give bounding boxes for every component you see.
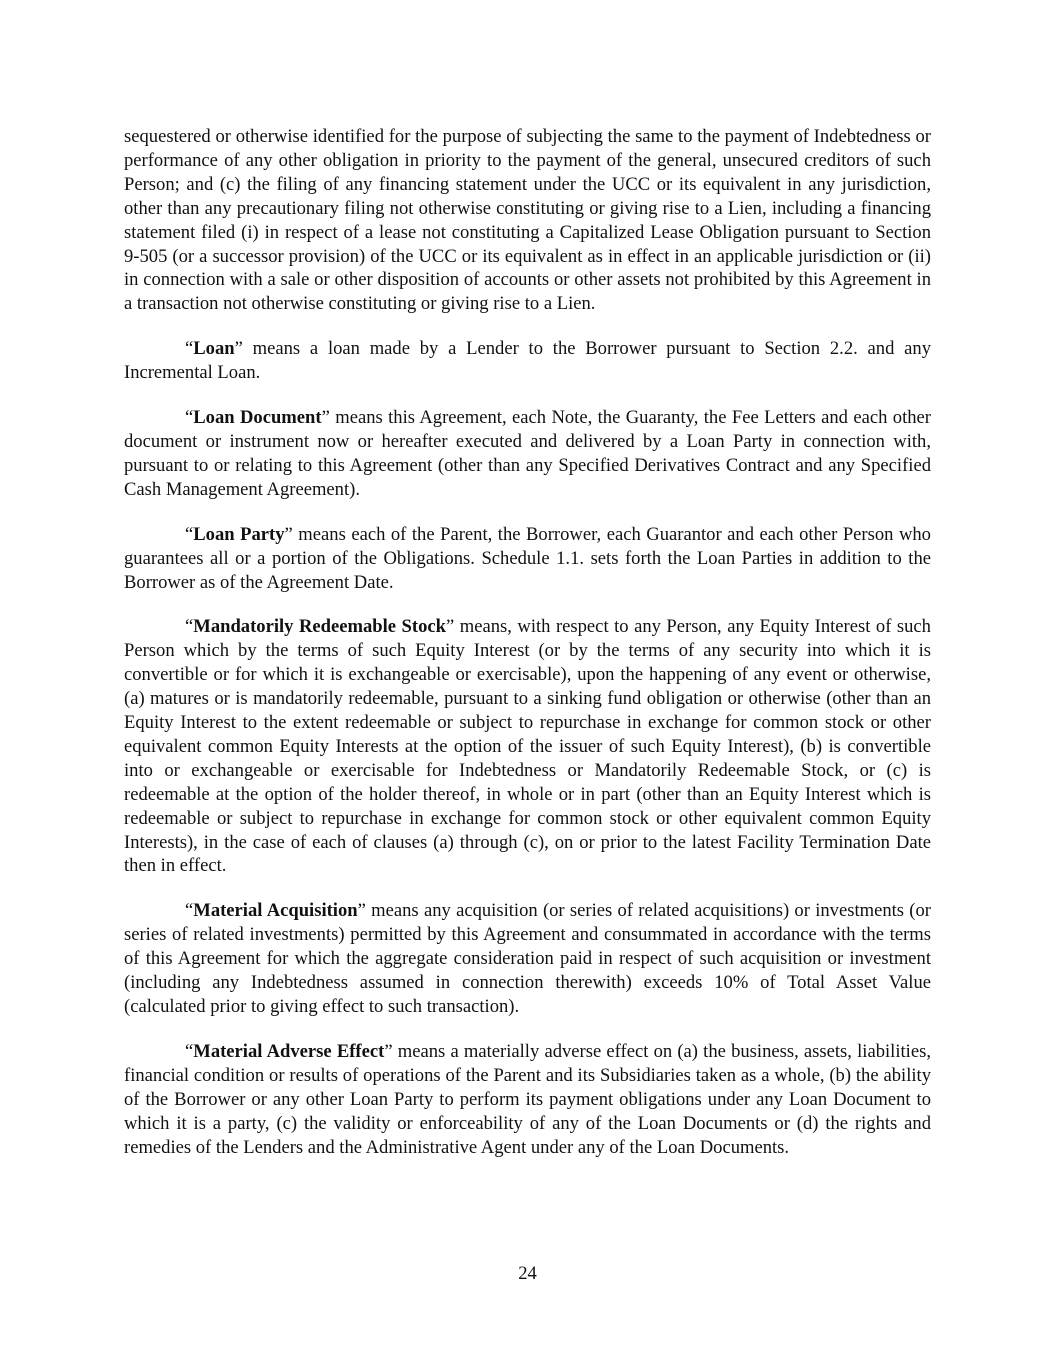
defined-term: Loan Party — [193, 523, 285, 545]
definition-loan-document — [124, 406, 931, 502]
defined-term: Mandatorily Redeemable Stock — [193, 616, 446, 638]
definition-material-adverse-effect — [124, 1040, 931, 1160]
open-quote: “ — [185, 523, 194, 545]
open-quote: “ — [185, 900, 194, 922]
document-body — [124, 125, 931, 1180]
close-quote: ” — [321, 407, 330, 429]
definition-text: means a materially adverse effect on (a) the business, assets, liabilities, financial condition or results of operations of the Parent and its Subsidiaries taken as a whole, (b) the ability of the Borrower or any other Loan Party to perform its payment obligations under any Loan Document to which it is a party, (c) the validity or enforceability of any of the Loan Documents or (d) the rights and remedies of the Lenders and the Administrative Agent under any of the Loan Documents. — [124, 1040, 931, 1158]
definition-mandatorily-redeemable-stock — [124, 615, 931, 878]
page-number: 24 — [518, 1263, 537, 1284]
definition-text: means any acquisition (or series of related acquisitions) or investments (or series of related investments) permitted by this Agreement and consummated in accordance with the terms of this Agreement for which the aggregate consideration paid in respect of such acquisition or investment (including any Indebtedness assumed in connection therewith) exceeds 10% of Total Asset Value (calculated prior to giving effect to such transaction). — [124, 900, 931, 1017]
close-quote: ” — [384, 1040, 393, 1062]
close-quote: ” — [357, 900, 366, 922]
definition-loan-party — [124, 523, 931, 595]
defined-term: Loan Document — [193, 407, 322, 429]
close-quote: ” — [234, 338, 243, 360]
definition-material-acquisition — [124, 899, 931, 1019]
open-quote: “ — [185, 407, 194, 429]
definition-text: means this Agreement, each Note, the Guaranty, the Fee Letters and each other document or instrument now or hereafter executed and delivered by a Loan Party in connection with, pursuant to or relating to this Agreement (other than any Specified Derivatives Contract and any Specified Cash Management Agreement). — [124, 407, 932, 500]
definition-text: means a loan made by a Lender to the Borrower pursuant to Section 2.2. and any Incremental Loan. — [124, 338, 931, 384]
defined-term: Loan — [193, 338, 235, 360]
definition-text: means each of the Parent, the Borrower, each Guarantor and each other Person who guarantees all or a portion of the Obligations. Schedule 1.1. sets forth the Loan Parties in addition to the Borrower as of the Agreement Date. — [124, 523, 931, 593]
close-quote: ” — [284, 523, 293, 545]
open-quote: “ — [185, 338, 194, 360]
definition-text: means, with respect to any Person, any Equity Interest of such Person which by the terms of such Equity Interest (or by the terms of any security into which it is convertible or for which it is exchangeable or exercisable), upon the happening of any event or otherwise, (a) matures or is mandatorily redeemable, pursuant to a sinking fund obligation or otherwise (other than an Equity Interest to the extent redeemable or subject to repurchase in exchange for common stock or other equivalent common Equity Interests at the option of the issuer of such Equity Interest), (b) is convertible into or exchangeable or exercisable for Indebtedness or Mandatorily Redeemable Stock, or (c) is redeemable at the option of the holder thereof, in whole or in part (other than an Equity Interest which is redeemable or subject to repurchase in exchange for common stock or other equivalent common Equity Interests), in the case of each of clauses (a) through (c), on or prior to the latest Facility Termination Date then in effect. — [124, 616, 931, 877]
defined-term: Material Acquisition — [193, 900, 358, 922]
close-quote: ” — [445, 616, 455, 638]
defined-term: Material Adverse Effect — [193, 1040, 385, 1062]
definition-loan — [124, 337, 931, 385]
open-quote: “ — [185, 616, 194, 638]
open-quote: “ — [185, 1040, 194, 1062]
continuation-paragraph: sequestered or otherwise identified for the purpose of subjecting the same to the payment of Indebtedness or performance of any other obligation in priority to the payment of the general, unsecured creditors of such Person; and (c) the filing of any financing statement under the UCC or its equivalent in any jurisdiction, other than any precautionary filing not otherwise constituting or giving rise to a Lien, including a financing statement filed (i) in respect of a lease not constituting a Capitalized Lease Obligation pursuant to Section 9-505 (or a successor provision) of the UCC or its equivalent as in effect in an applicable jurisdiction or (ii) in connection with a sale or other disposition of accounts or other assets not prohibited by this Agreement in a transaction not otherwise constituting or giving rise to a Lien. — [124, 126, 931, 315]
